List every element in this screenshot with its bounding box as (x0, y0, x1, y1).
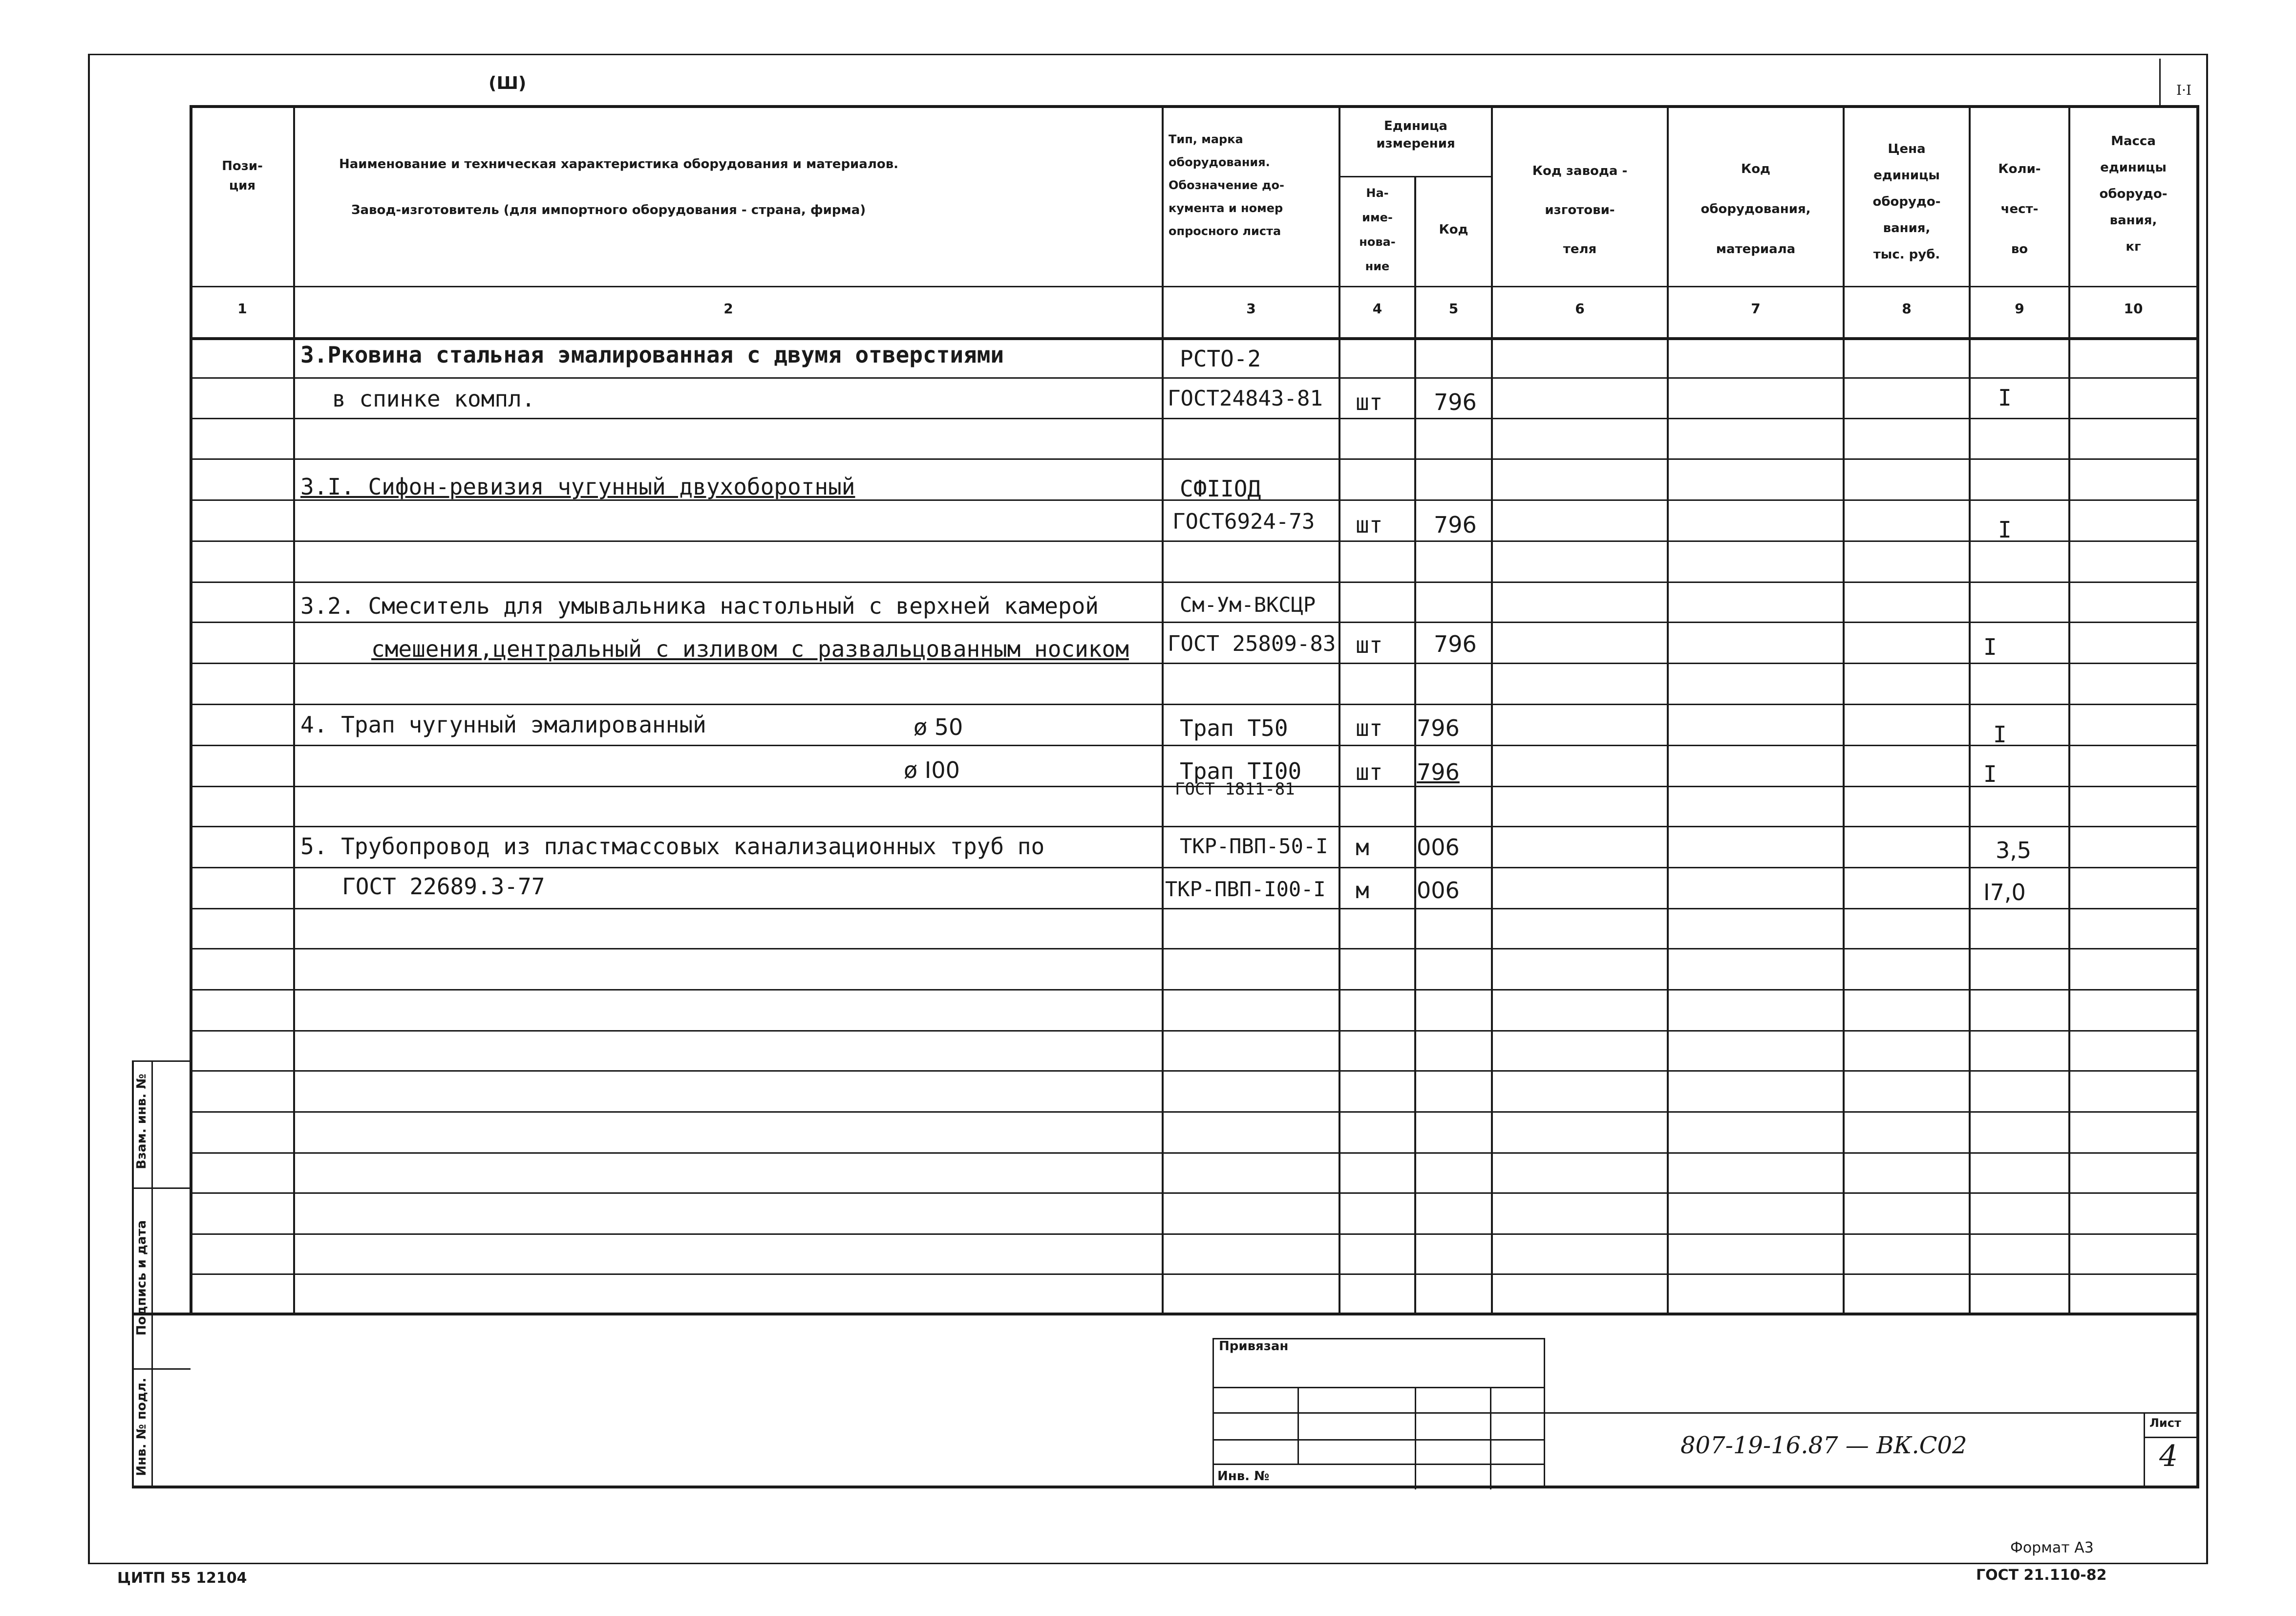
row-line (190, 1111, 2198, 1113)
item-type: Трап ТI00 (1180, 758, 1302, 784)
side-stamp-left (132, 1060, 134, 1488)
row-line (190, 1152, 2198, 1154)
tb-sep (1297, 1387, 1299, 1465)
item-qty: I (1983, 761, 1997, 787)
row-line (190, 1030, 2198, 1032)
item-code: 796 (1417, 759, 1460, 785)
item-qty: I (1998, 517, 2012, 543)
header-name-line2: Завод-изготовитель (для импортного оборудования - страна, фирма) (351, 203, 866, 217)
col-sep-3 (1339, 105, 1340, 1314)
header-quantity: Коли- чест- во (1998, 162, 2041, 257)
tb-sep (1415, 1387, 1416, 1489)
col-number: 2 (723, 301, 733, 317)
frame-bottom-line (88, 1563, 2208, 1564)
tb-line (1212, 1387, 1545, 1388)
sheet-box-line (2144, 1437, 2198, 1438)
tb-line (1212, 1439, 1545, 1441)
table-body-bottom-line (132, 1313, 2198, 1315)
col-number: 5 (1448, 301, 1459, 317)
row-line (190, 948, 2198, 949)
item-qty: I (1993, 721, 2007, 748)
header-equipment-code: Код оборудования, материала (1701, 162, 1811, 257)
frame-top-line (88, 54, 2208, 55)
item-code: 796 (1417, 715, 1460, 741)
row-line (190, 540, 2198, 542)
item-type: СФIIОД (1180, 475, 1261, 502)
table-bottom-line (132, 1486, 2198, 1488)
row-line (190, 582, 2198, 583)
corner-mark: I·I (2176, 82, 2192, 98)
item-code: 796 (1434, 631, 1477, 657)
item-unit: шт (1356, 759, 1383, 785)
item-name: 3.2. Смеситель для умывальника настольный с верхней камерой (300, 593, 1099, 619)
item-name: в спинке компл. (332, 386, 535, 412)
col-number: 1 (237, 301, 247, 317)
col-sep-1 (293, 105, 295, 1314)
row-line (190, 1273, 2198, 1275)
item-type: ТКР-ПВП-I00-I (1165, 877, 1326, 901)
item-type: См-Ум-ВКСЦР (1180, 593, 1316, 617)
row-line (190, 1233, 2198, 1235)
header-bottom-line (190, 286, 2198, 287)
side-stamp-inner (151, 1060, 153, 1488)
item-type: Трап Т50 (1180, 715, 1288, 741)
item-qty: I7,0 (1983, 879, 2026, 905)
format-label: Формат А3 (2010, 1539, 2094, 1556)
col-number: 9 (2015, 301, 2024, 317)
row-line (190, 908, 2198, 909)
item-code: 796 (1434, 389, 1477, 415)
item-code: 006 (1417, 877, 1460, 904)
item-name: 5. Трубопровод из пластмассовых канализационных труб по (300, 833, 1045, 860)
sheet-number: 4 (2159, 1439, 2178, 1473)
item-name: ГОСТ 22689.3-77 (342, 873, 545, 900)
header-type: Тип, марка оборудования. Обозначение до- кумента и номер опросного листа (1169, 132, 1284, 238)
header-price: Цена единицы оборудо- вания, тыс. руб. (1872, 142, 1941, 262)
item-unit: м (1356, 834, 1369, 861)
sheet-label: Лист (2149, 1416, 2181, 1430)
row-line (190, 458, 2198, 460)
row-line (190, 377, 2198, 379)
row-line (190, 989, 2198, 991)
item-unit: шт (1356, 512, 1383, 538)
item-qty: I (1998, 385, 2012, 411)
item-diameter: ø 50 (914, 714, 963, 740)
doc-code-top-line (1544, 1412, 2198, 1414)
number-row-bottom-line (190, 337, 2198, 340)
side-signature: Подпись и дата (134, 1220, 149, 1336)
item-type: ГОСТ24843-81 (1168, 386, 1323, 411)
inv-no-label: Инв. № (1217, 1469, 1270, 1484)
col-number: 8 (1902, 301, 1912, 317)
item-diameter: ø I00 (904, 757, 960, 783)
item-unit: шт (1356, 389, 1383, 415)
row-line (190, 704, 2198, 705)
side-inv-orig: Инв. № подл. (134, 1378, 149, 1476)
row-line (190, 1192, 2198, 1194)
col-sep-7 (1843, 105, 1845, 1314)
item-type: РСТО-2 (1180, 345, 1261, 372)
item-name: 3.I. Сифон-ревизия чугунный двухоборотный (300, 474, 855, 500)
header-position: Пози- ция (222, 159, 263, 193)
row-line (190, 826, 2198, 827)
gost-label: ГОСТ 21.110-82 (1976, 1567, 2107, 1584)
sheet-box-left (2144, 1412, 2145, 1488)
col-sep-2 (1162, 105, 1164, 1314)
col-number: 7 (1751, 301, 1761, 317)
table-top-line (190, 105, 2198, 108)
col-number: 4 (1372, 301, 1382, 317)
item-name: 3.Рковина стальная эмалированная с двумя отверстиями (300, 342, 1004, 368)
row-line (190, 663, 2198, 664)
tb-line (1212, 1412, 1545, 1414)
row-line (190, 622, 2198, 623)
doc-code: 807-19-16.87 — ВК.С02 (1680, 1432, 1967, 1459)
top-mark: (Ш) (489, 73, 527, 93)
item-code: 006 (1417, 834, 1460, 861)
row-line (190, 418, 2198, 419)
item-name: 4. Трап чугунный эмалированный (300, 711, 706, 738)
footer-left: ЦИТП 55 12104 (117, 1570, 247, 1587)
header-name-line1: Наименование и техническая характеристика оборудования и материалов. (339, 157, 899, 172)
header-mass: Масса единицы оборудо- вания, кг (2099, 134, 2168, 254)
row-line (190, 745, 2198, 746)
row-line (190, 867, 2198, 868)
header-unit-group: Единица измерения (1376, 119, 1455, 151)
attached-label: Привязан (1219, 1339, 1289, 1354)
table-right-line (2196, 105, 2199, 1488)
header-unit-code: Код (1439, 222, 1468, 237)
item-type: ТКР-ПВП-50-I (1180, 834, 1328, 858)
col-sep-5 (1491, 105, 1493, 1314)
item-type-extra: ГОСТ 1811-81 (1175, 779, 1295, 799)
item-unit: шт (1356, 715, 1383, 741)
item-code: 796 (1434, 512, 1477, 538)
header-factory-code: Код завода - изготови- теля (1532, 164, 1628, 257)
tb-sep (1490, 1387, 1491, 1489)
tb-line (1212, 1464, 1545, 1465)
side-replace-inv: Взам. инв. № (134, 1074, 149, 1169)
item-type: ГОСТ6924-73 (1172, 509, 1315, 534)
col-number: 6 (1575, 301, 1585, 317)
frame-left-line (88, 54, 90, 1564)
col-sep-6 (1667, 105, 1669, 1314)
item-unit: шт (1356, 632, 1383, 658)
row-line (190, 1070, 2198, 1072)
item-type: ГОСТ 25809-83 (1168, 631, 1336, 656)
side-stamp-sep (132, 1187, 191, 1189)
item-name: смешения,центральный с изливом с развальцованным носиком (371, 636, 1129, 662)
col-number: 3 (1246, 301, 1256, 317)
col-number: 10 (2124, 301, 2143, 317)
item-qty: I (1983, 634, 1997, 660)
col-sep-9 (2068, 105, 2070, 1314)
corner-box-left (2159, 59, 2161, 108)
frame-right-line (2206, 54, 2208, 1564)
header-unit-name: На- име- нова- ние (1359, 186, 1396, 273)
col-sep-8 (1969, 105, 1971, 1314)
item-qty: 3,5 (1996, 837, 2032, 863)
item-unit: м (1356, 877, 1369, 904)
